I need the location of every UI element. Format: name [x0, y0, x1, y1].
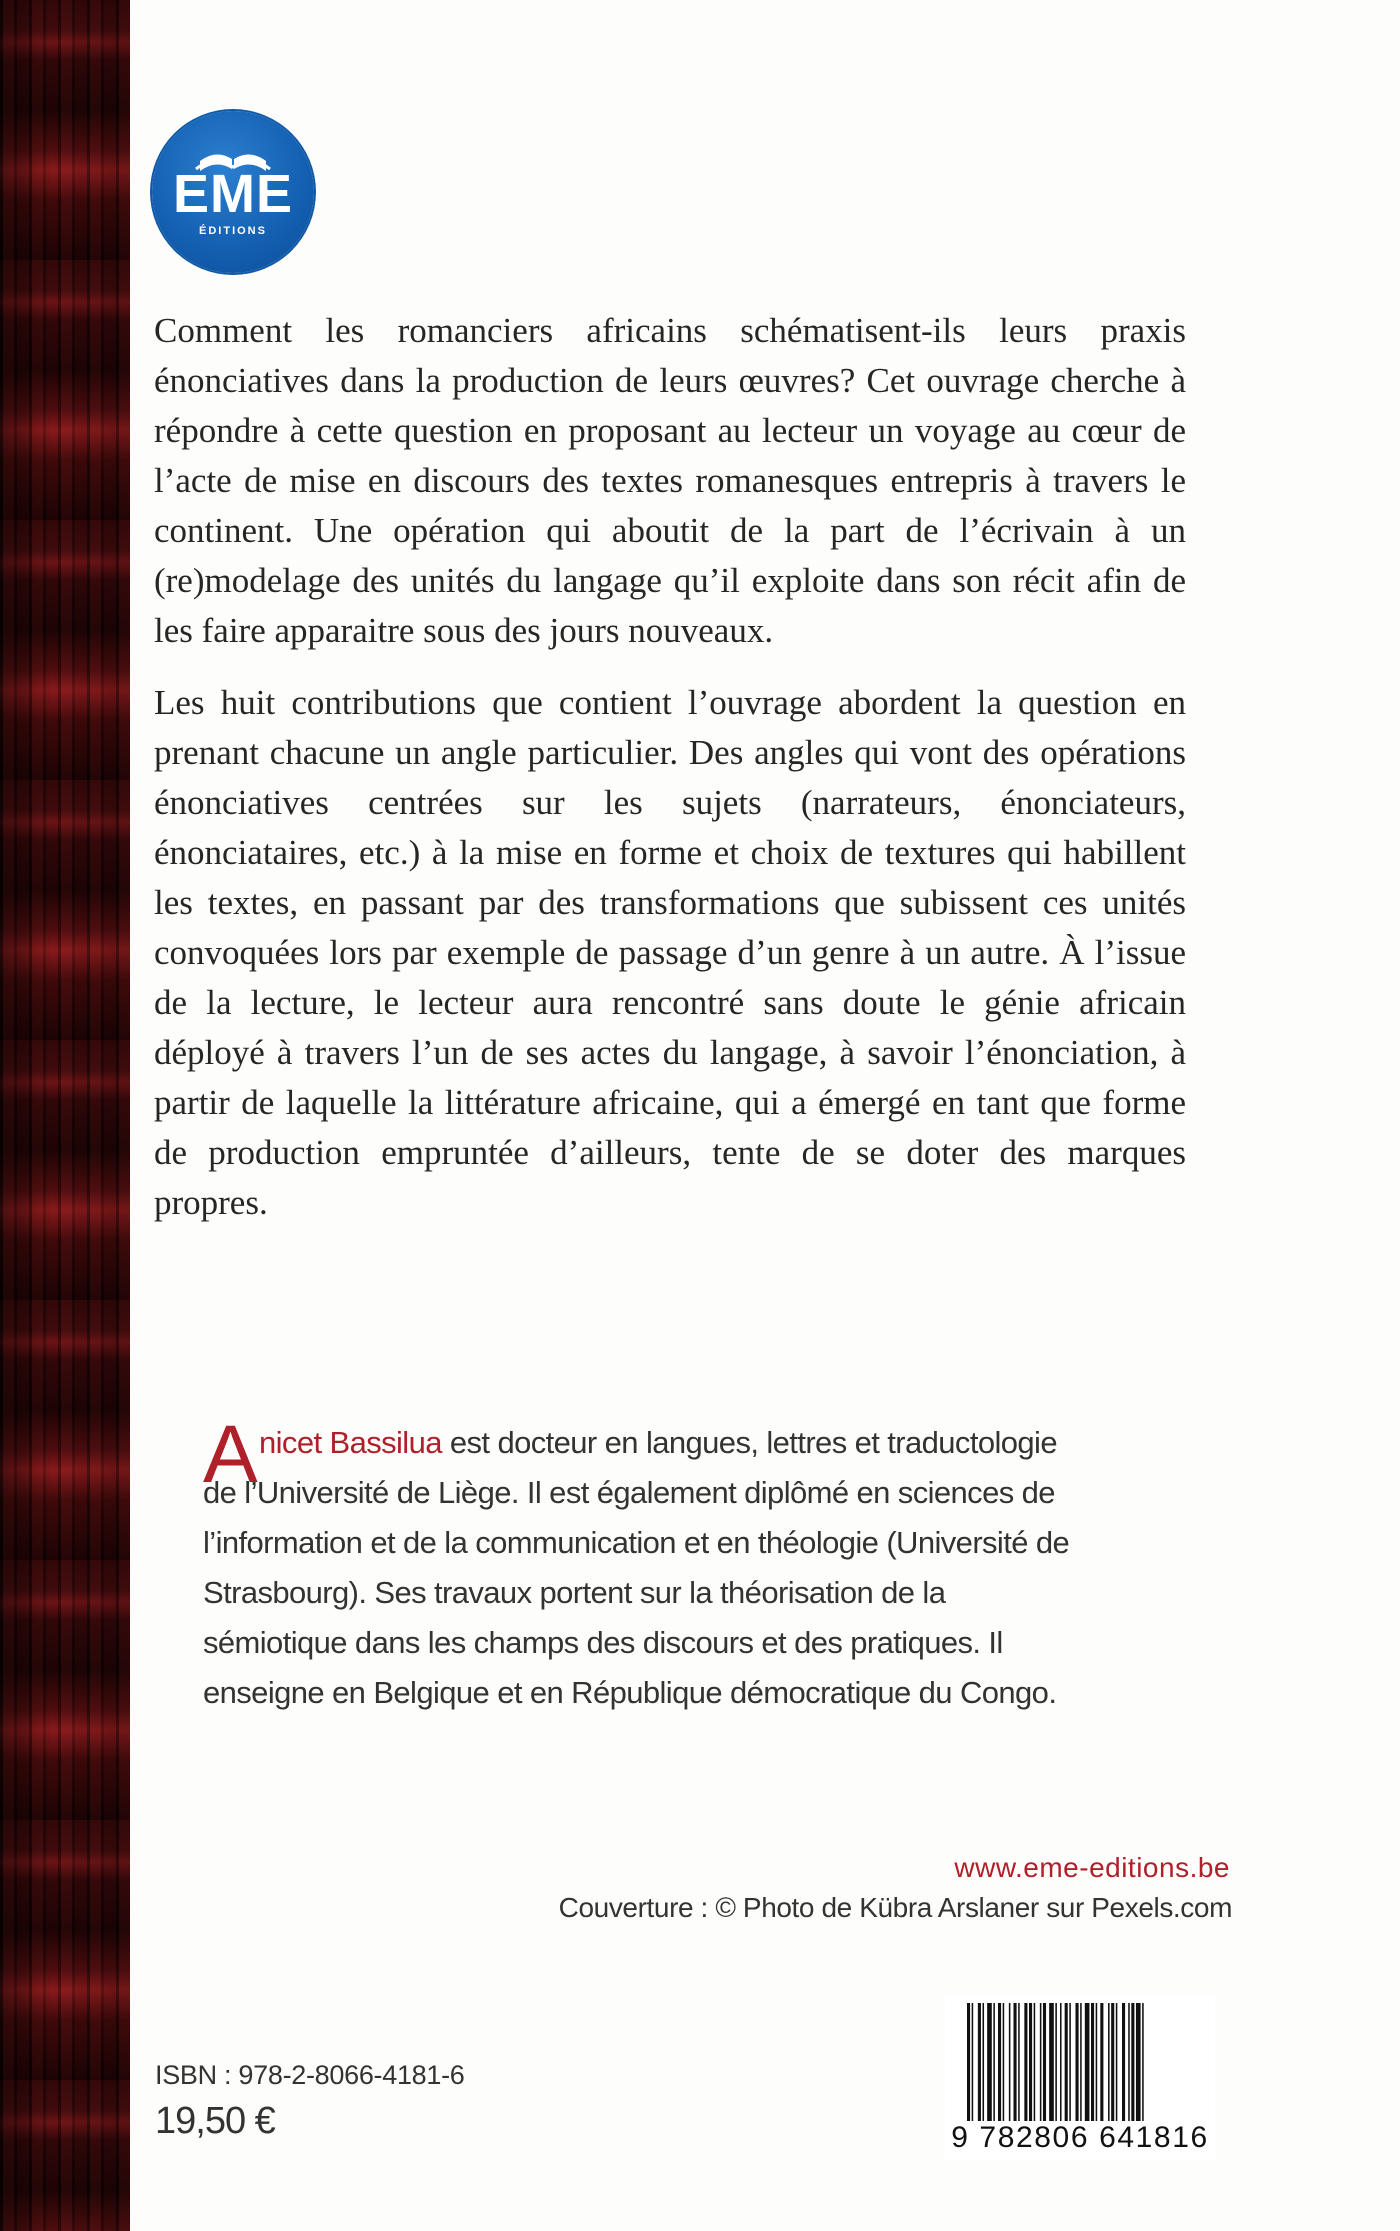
barcode-bar	[1122, 2003, 1125, 2121]
blurb-paragraph-2: Les huit contributions que contient l’ouvrage abordent la question en prenant chacune un angle particulier. Des angles qui vont des opérations énonciatives centrées sur les sujets (narrateurs, énonciateurs, énonciataires, etc.) à la mise en forme et choix de textures qui habillent les textes, en passant par des transformations que subissent ces unités convoquées lors par exemple de passage d’un genre à un autre. À l’issue de la lecture, le lecteur aura rencontré sans doute le génie africain déployé à travers l’un de ses actes du langage, à savoir l’énonciation, à partir de laquelle la littérature africaine, qui a émergé en tant que forme de production empruntée d’ailleurs, tente de se doter des marques propres.	[154, 683, 1186, 1222]
barcode-bar	[1065, 2003, 1068, 2121]
author-drop-cap: A	[203, 1409, 258, 1500]
barcode-bar	[1049, 2003, 1054, 2121]
barcode-bar	[1043, 2003, 1046, 2121]
barcode-bar	[978, 2003, 981, 2121]
logo-subtitle: ÉDITIONS	[199, 225, 267, 237]
barcode-bar	[1096, 2003, 1098, 2121]
publisher-website: www.eme-editions.be	[954, 1852, 1230, 1883]
barcode-bar	[1055, 2003, 1057, 2121]
barcode-bar	[1003, 2003, 1005, 2121]
barcode-bar	[983, 2003, 985, 2121]
barcode-bar	[1100, 2003, 1103, 2121]
author-name: nicet Bassilua	[259, 1425, 442, 1460]
barcode	[945, 1995, 1215, 2159]
barcode-bar	[1024, 2003, 1027, 2121]
logo-name: EME	[172, 164, 294, 224]
barcode-bar	[1029, 2003, 1032, 2121]
barcode-bar	[1018, 2003, 1020, 2121]
barcode-bar	[1014, 2003, 1017, 2121]
barcode-bar	[998, 2003, 1001, 2121]
cover-photo-strip	[0, 0, 130, 2231]
barcode-bars	[945, 1995, 1215, 2125]
barcode-bar	[1091, 2003, 1094, 2121]
barcode-bar	[1076, 2003, 1079, 2121]
publisher-logo	[152, 111, 314, 273]
barcode-bar	[1128, 2003, 1130, 2121]
barcode-bar	[1142, 2003, 1144, 2121]
barcode-bar	[1111, 2003, 1114, 2121]
barcode-bar	[1085, 2003, 1090, 2121]
barcode-bar	[1060, 2003, 1062, 2121]
isbn: ISBN : 978-2-8066-4181-6	[155, 2060, 465, 2090]
barcode-bar	[1131, 2003, 1134, 2121]
barcode-bar	[972, 2003, 974, 2121]
cover-credit: Couverture : © Photo de Kübra Arslaner sur Pexels.com	[558, 1892, 1232, 1923]
barcode-bar	[967, 2003, 970, 2121]
back-cover-blurb	[154, 306, 1186, 1250]
barcode-bar	[1040, 2003, 1042, 2121]
barcode-digits: 9 782806 641816	[951, 2121, 1209, 2154]
blurb-paragraph-1: Comment les romanciers africains schématisent-ils leurs praxis énonciatives dans la production de leurs œuvres? Cet ouvrage cherche à répondre à cette question en proposant au lecteur un voyage au cœur de l’acte de mise en discours des textes romanesques entrepris à travers le continent. Une opération qui aboutit de la part de l’écrivain à un (re)modelage des unités du langage qu’il exploite dans son récit afin de les faire apparaitre sous des jours nouveaux.	[154, 311, 1186, 650]
barcode-bar	[1136, 2003, 1141, 2121]
barcode-bar	[1116, 2003, 1118, 2121]
barcode-bar	[1108, 2003, 1110, 2121]
author-bio-text: est docteur en langues, lettres et traductologie de l’Université de Liège. Il est également diplômé en sciences de l’information et de la communication et en théologie (Université de Strasbourg). Ses travaux portent sur la théorisation de la sémiotique dans les champs des discours et des pratiques. Il enseigne en Belgique et en République démocratique du Congo.	[203, 1425, 1070, 1710]
price: 19,50 €	[155, 2100, 275, 2142]
barcode-bar	[1080, 2003, 1082, 2121]
author-bio	[203, 1418, 1083, 1718]
barcode-bar	[1009, 2003, 1011, 2121]
barcode-bar	[993, 2003, 995, 2121]
barcode-bar	[987, 2003, 992, 2121]
barcode-bar	[1034, 2003, 1036, 2121]
barcode-bar	[1069, 2003, 1071, 2121]
